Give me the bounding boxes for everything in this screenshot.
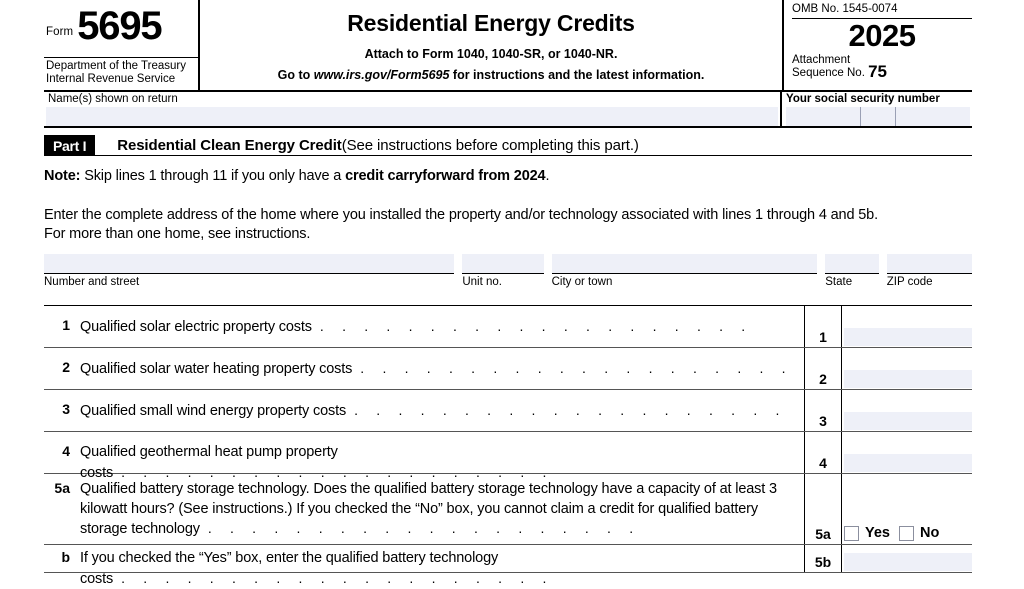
part-1-title-main: Residential Clean Energy Credit	[117, 136, 342, 154]
form-title-block	[200, 0, 782, 90]
line-5b-amount-cell[interactable]	[842, 545, 972, 572]
unit-label: Unit no.	[462, 276, 502, 288]
irs-url[interactable]: www.irs.gov/Form5695	[313, 67, 450, 82]
line-5a-leader-dots: . . . . . . . . . . . . . . . . . . . .	[207, 520, 641, 536]
address-instructions	[44, 206, 959, 244]
ssn-segment-3[interactable]	[896, 107, 970, 126]
form-number-row	[44, 6, 198, 56]
address-instructions-line-2: For more than one home, see instructions.	[44, 226, 311, 242]
name-field-cell	[44, 92, 782, 126]
line-2-text: Qualified solar water heating property costs	[80, 361, 353, 377]
ssn-segment-2[interactable]	[861, 107, 895, 126]
yes-checkbox[interactable]	[844, 526, 859, 541]
department-line-2: Internal Revenue Service	[46, 72, 176, 85]
city-input[interactable]	[552, 254, 818, 274]
city-label: City or town	[551, 276, 613, 288]
line-5b-description	[80, 549, 804, 589]
line-5a-number: 5a	[54, 480, 70, 496]
line-4-amount-input[interactable]	[844, 454, 972, 472]
table-row	[44, 390, 972, 432]
goto-suffix: for instructions and the latest information.	[449, 67, 705, 82]
ssn-segment-1[interactable]	[786, 107, 860, 126]
yes-label: Yes	[865, 525, 890, 541]
ssn-field-label: Your social security number	[786, 93, 940, 105]
table-row	[44, 545, 972, 587]
table-row	[44, 474, 972, 545]
line-2-amount-cell[interactable]	[842, 348, 972, 389]
line-1-number: 1	[62, 317, 70, 333]
attach-instruction: Attach to Form 1040, 1040-SR, or 1040-NR.	[364, 47, 618, 62]
part-1-title-note: (See instructions before completing this part.)	[341, 136, 639, 154]
line-4-box-label: 4	[804, 432, 842, 473]
address-field-unit	[462, 254, 543, 290]
part-1-title	[95, 135, 639, 155]
address-field-city	[552, 254, 818, 290]
no-option[interactable]	[899, 525, 939, 541]
yes-no-checkbox-group	[844, 525, 939, 541]
part-1-tag: Part I	[44, 135, 95, 155]
form-identity-block	[44, 0, 200, 90]
omb-block	[782, 0, 972, 90]
line-2-leader-dots: . . . . . . . . . . . . . . . . . . . .	[360, 360, 793, 376]
note-body-2: .	[545, 168, 550, 184]
line-5b-leader-dots: . . . . . . . . . . . . . . . . . . . .	[121, 569, 554, 586]
ssn-field-cell	[782, 92, 972, 126]
line-3-box-label: 3	[804, 390, 842, 431]
line-3-description	[80, 401, 804, 422]
form-word-label: Form	[46, 26, 74, 38]
line-4-text: Qualified geothermal heat pump property costs	[80, 444, 338, 481]
line-5b-number: b	[61, 549, 70, 565]
table-row	[44, 348, 972, 390]
no-label: No	[920, 525, 940, 541]
line-2-description	[80, 359, 804, 380]
attachment-label-2	[792, 62, 972, 82]
line-1-box-label: 1	[804, 306, 842, 347]
tax-year-year: 25	[882, 18, 916, 53]
name-input[interactable]	[46, 107, 778, 126]
note-body-1: Skip lines 1 through 11 if you only have a	[80, 168, 346, 184]
line-5b-text: If you checked the “Yes” box, enter the qualified battery technology costs	[80, 550, 499, 587]
line-5a-description	[80, 480, 804, 540]
line-3-leader-dots: . . . . . . . . . . . . . . . . . . . .	[354, 402, 787, 418]
line-3-amount-input[interactable]	[844, 412, 972, 430]
line-4-number: 4	[62, 443, 70, 459]
ssn-input[interactable]	[786, 107, 970, 126]
line-1-amount-cell[interactable]	[842, 306, 972, 347]
line-1-amount-input[interactable]	[844, 328, 972, 346]
line-5a-body	[44, 474, 804, 544]
tax-year	[792, 19, 972, 53]
attachment-sequence	[792, 54, 972, 80]
omb-number: OMB No. 1545-0074	[792, 3, 972, 19]
line-1-description	[80, 317, 804, 338]
table-row	[44, 306, 972, 348]
line-items-table	[44, 305, 972, 587]
tax-year-century: 20	[848, 18, 882, 53]
department-line-1: Department of the Treasury	[46, 60, 186, 72]
street-input[interactable]	[44, 254, 454, 274]
line-4-body	[44, 432, 804, 481]
address-field-street	[44, 254, 454, 290]
form-number: 5695	[77, 4, 162, 48]
line-5b-body	[44, 545, 804, 587]
note-label: Note:	[44, 168, 81, 184]
line-4-leader-dots: . . . . . . . . . . . . . . . . . . . .	[121, 463, 554, 480]
unit-input[interactable]	[462, 254, 543, 274]
no-checkbox[interactable]	[899, 526, 914, 541]
state-input[interactable]	[825, 254, 879, 274]
attachment-label-1: Attachment	[792, 53, 851, 66]
line-1-text: Qualified solar electric property costs	[80, 319, 312, 335]
zip-label: ZIP code	[886, 276, 933, 288]
line-3-amount-cell[interactable]	[842, 390, 972, 431]
line-1-body	[44, 306, 804, 347]
page-title: Residential Energy Credits	[347, 10, 635, 36]
line-2-amount-input[interactable]	[844, 370, 972, 388]
line-3-number: 3	[62, 401, 70, 417]
state-label: State	[825, 276, 853, 288]
attachment-sequence-number: 75	[868, 62, 888, 82]
form-5695-page	[44, 0, 972, 587]
note-emphasis: credit carryforward from 2024	[345, 168, 546, 184]
attachment-label-text: Sequence No.	[792, 67, 865, 80]
form-header	[44, 0, 972, 92]
line-2-body	[44, 348, 804, 389]
line-2-number: 2	[62, 359, 70, 375]
yes-option[interactable]	[844, 525, 890, 541]
street-label: Number and street	[44, 276, 140, 288]
line-5b-box-label: 5b	[804, 545, 842, 572]
identity-divider	[44, 57, 198, 58]
line-5a-box-label: 5a	[804, 474, 842, 544]
table-row	[44, 432, 972, 481]
address-row	[44, 254, 972, 290]
taxpayer-identity-row	[44, 92, 972, 128]
line-5b-amount-input[interactable]	[844, 553, 972, 571]
line-3-text: Qualified small wind energy property costs	[80, 403, 347, 419]
goto-instruction	[200, 66, 782, 84]
line-4-amount-cell[interactable]	[842, 432, 972, 473]
note-text	[44, 168, 972, 184]
line-3-body	[44, 390, 804, 431]
part-1-header	[44, 135, 972, 156]
goto-prefix: Go to	[277, 67, 314, 82]
address-field-state	[825, 254, 879, 290]
line-5a-text: Qualified battery storage technology. Does the qualified battery storage technology have a capacity of at least 3 kilowatt hours? (See instructions.) If you checked the “No” box, you cannot claim a credit for qualified battery storage technology	[80, 481, 777, 537]
zip-input[interactable]	[887, 254, 972, 274]
name-field-label: Name(s) shown on return	[48, 93, 178, 105]
line-5a-answer-cell	[842, 474, 972, 544]
address-field-zip	[887, 254, 972, 290]
line-2-box-label: 2	[804, 348, 842, 389]
line-1-leader-dots: . . . . . . . . . . . . . . . . . . . .	[319, 318, 753, 334]
address-instructions-line-1: Enter the complete address of the home where you installed the property and/or technology associated with lines 1 through 4 and 5b.	[44, 207, 878, 223]
